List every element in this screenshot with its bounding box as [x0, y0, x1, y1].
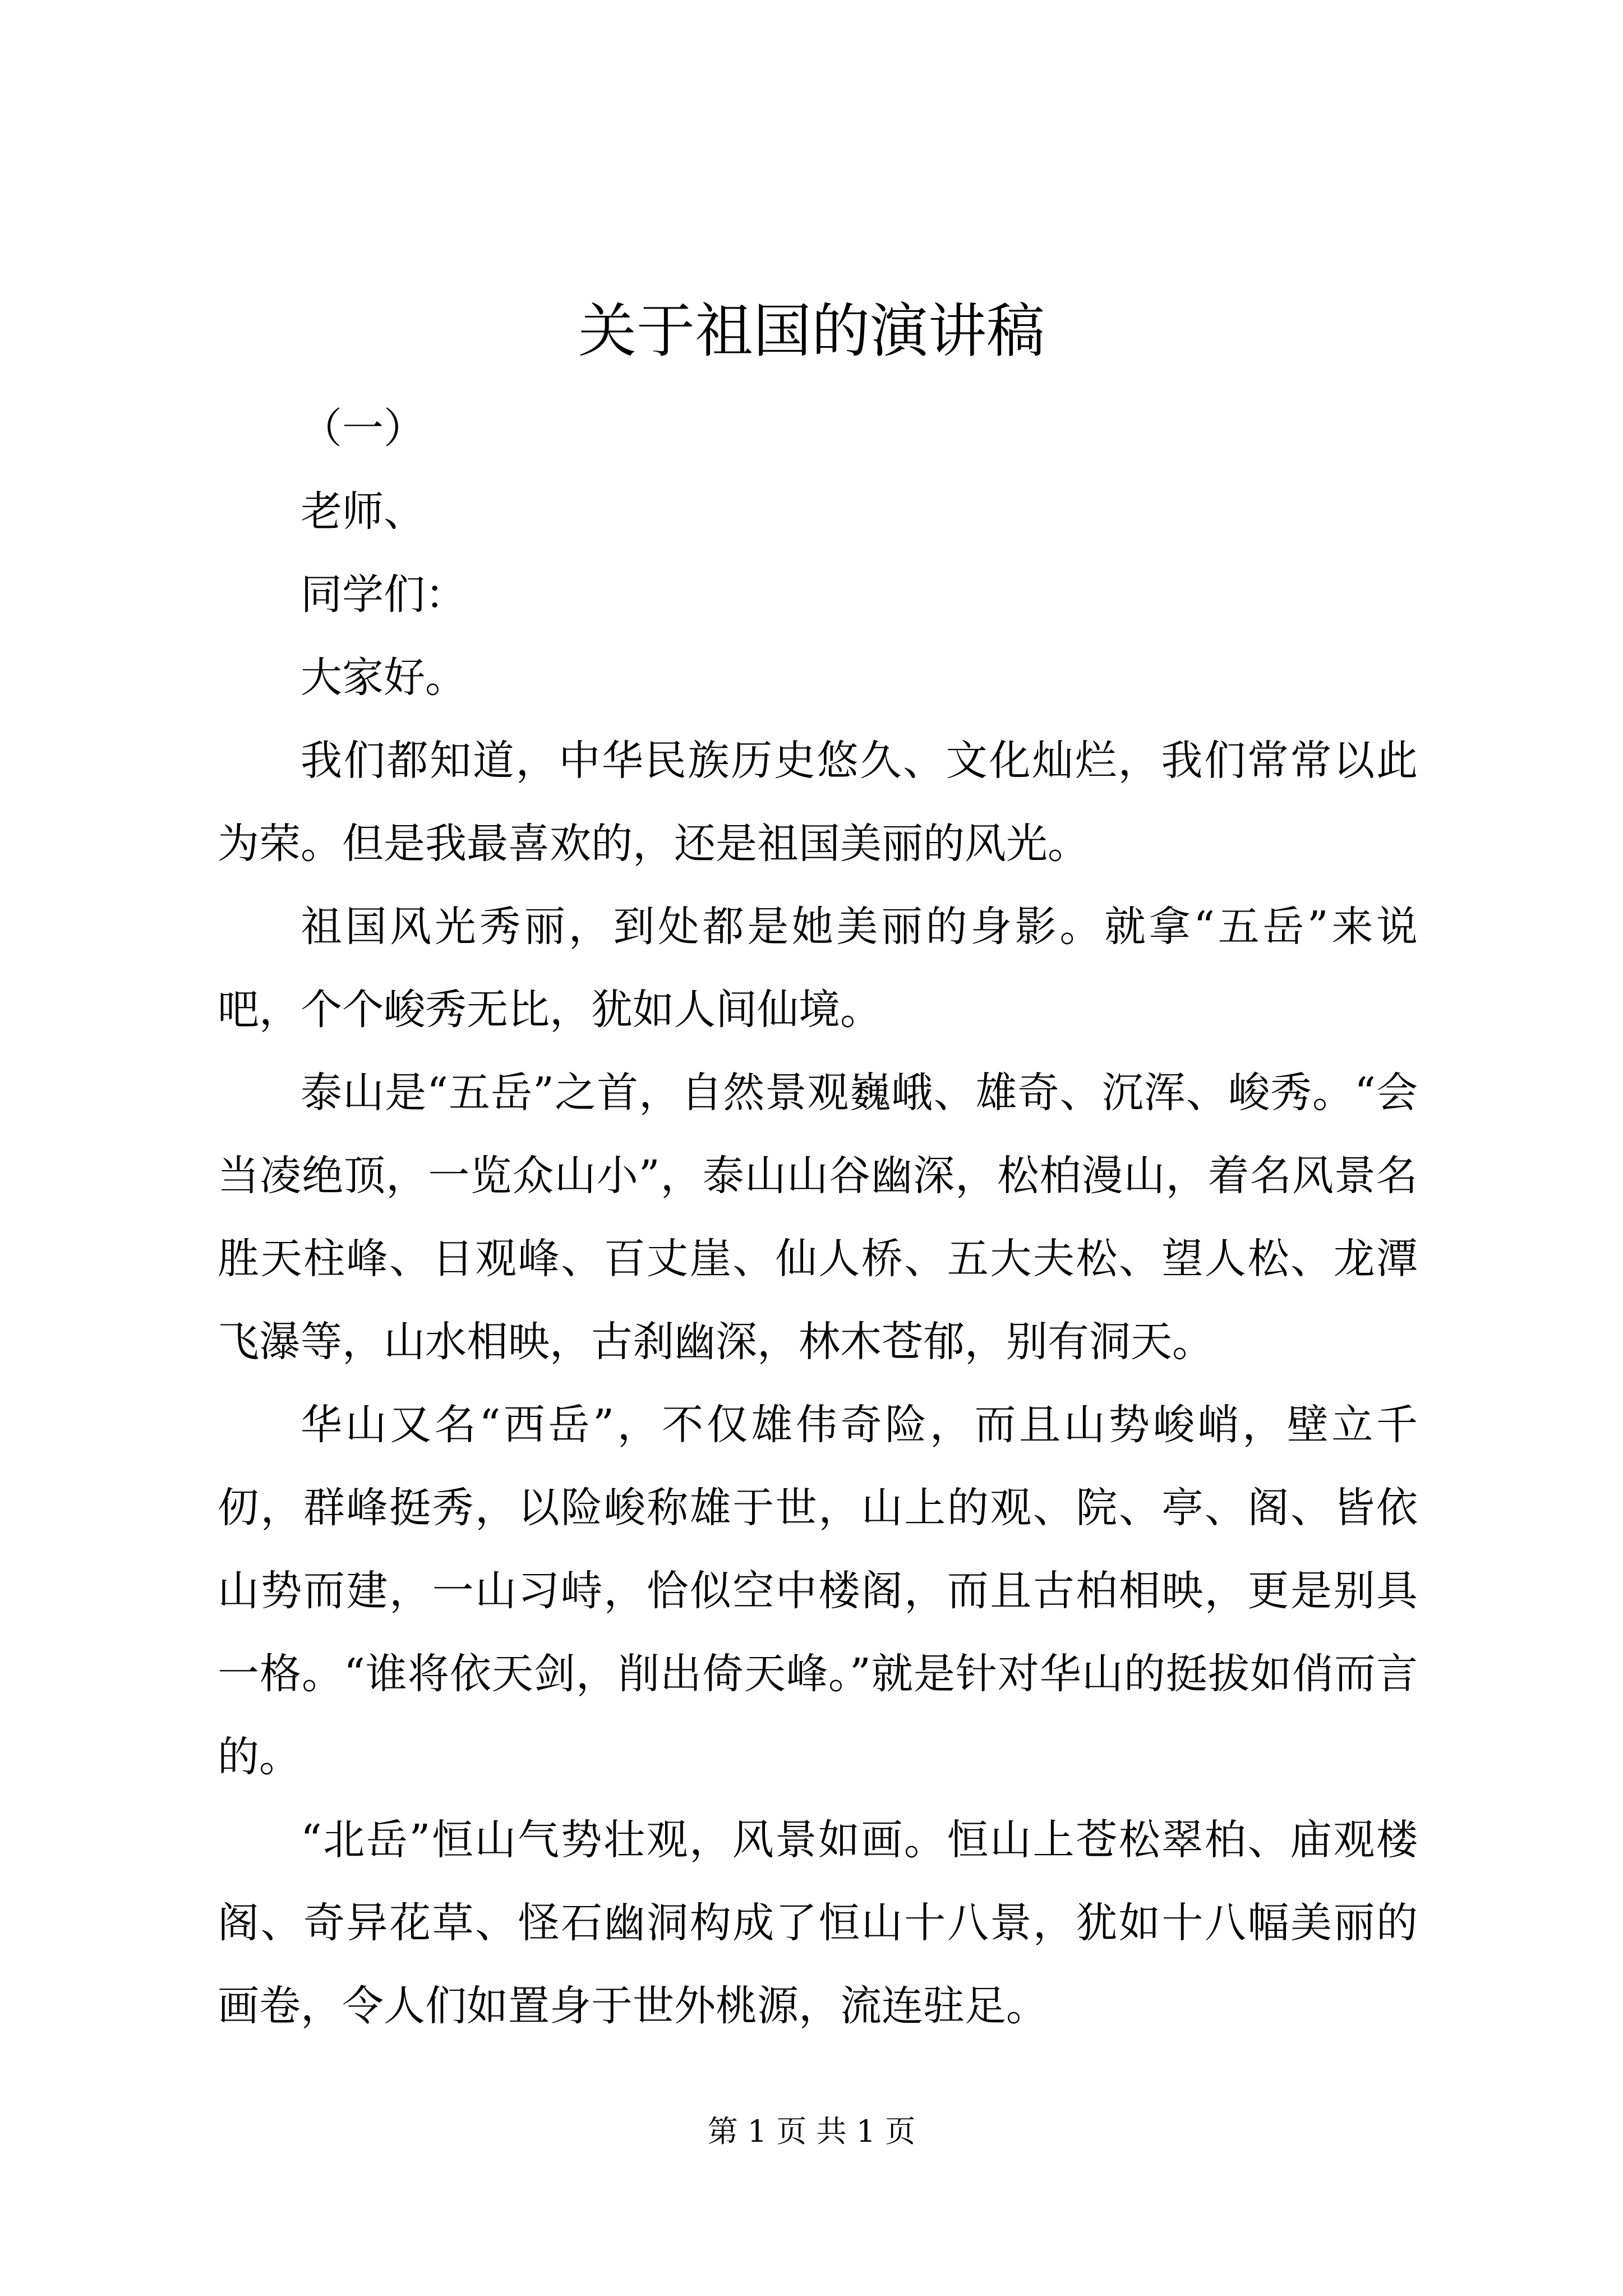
- document-title: 关于祖国的演讲稿: [578, 297, 1045, 365]
- page-footer: 第 1 页 共 1 页: [707, 2114, 916, 2149]
- section-mark: （一）: [301, 404, 425, 453]
- document-body: [218, 387, 1418, 2047]
- paragraph: 我们都知道，中华民族历史悠久、文化灿烂，我们常常以此为荣。但是我最喜欢的，还是祖国美丽的风光。: [218, 737, 1418, 868]
- greeting: 大家好。: [301, 654, 467, 702]
- paragraph: 华山又名“西岳”，不仅雄伟奇险，而且山势峻峭，壁立千仞，群峰挺秀，以险峻称雄于世，山上的观、院、亭、阁、皆依山势而建，一山习峙，恰似空中楼阁，而且古柏相映，更是别具一格。“谁将依天剑，削出倚天峰。”就是针对华山的挺拔如俏而言的。: [218, 1401, 1418, 1781]
- paragraph: “北岳”恒山气势壮观，风景如画。恒山上苍松翠柏、庙观楼阁、奇异花草、怪石幽洞构成了恒山十八景，犹如十八幅美丽的画卷，令人们如置身于世外桃源，流连驻足。: [218, 1816, 1418, 2030]
- paragraph: 泰山是“五岳”之首，自然景观巍峨、雄奇、沉浑、峻秀。“会当凌绝顶，一览众山小”，泰山山谷幽深，松柏漫山，着名风景名胜天柱峰、日观峰、百丈崖、仙人桥、五大夫松、望人松、龙潭飞瀑等，山水相映，古刹幽深，林木苍郁，别有洞天。: [218, 1069, 1418, 1366]
- salutation-students: 同学们：: [301, 570, 467, 619]
- paragraph: 祖国风光秀丽，到处都是她美丽的身影。就拿“五岳”来说吧，个个峻秀无比，犹如人间仙境。: [218, 903, 1418, 1034]
- salutation-teachers: 老师、: [301, 487, 425, 536]
